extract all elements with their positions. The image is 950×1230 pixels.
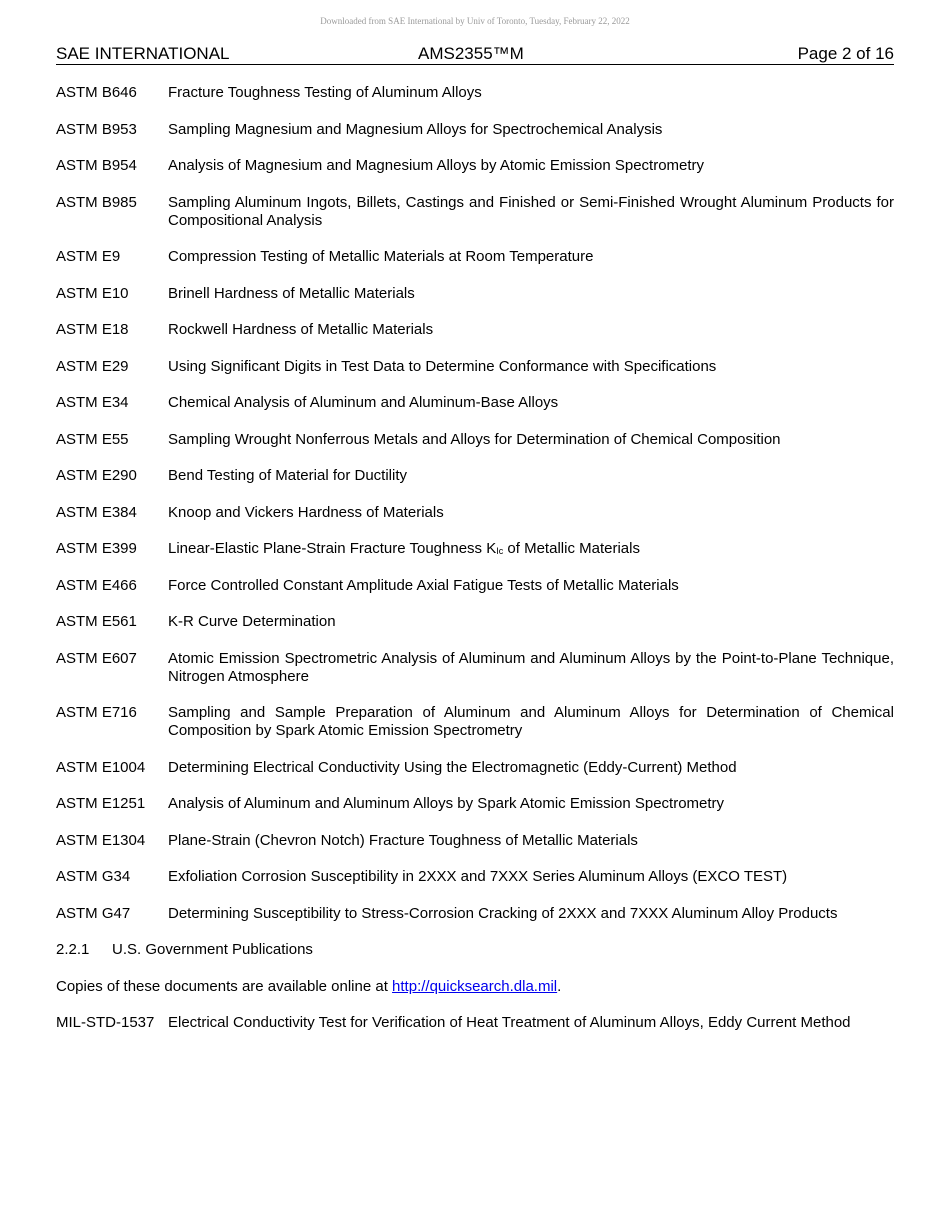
section-number: 2.2.1 <box>56 941 90 958</box>
reference-title-text: of Metallic Materials <box>503 540 640 557</box>
reference-title: Fracture Toughness Testing of Aluminum Alloys <box>168 84 482 101</box>
reference-title: Sampling and Sample Preparation of Aluminum and Aluminum Alloys for Determination of Chemical Composition by Spark Atomic Emission Spectrometry <box>168 704 894 739</box>
reference-title: Analysis of Aluminum and Aluminum Alloys by Spark Atomic Emission Spectrometry <box>168 795 725 812</box>
reference-item <box>56 467 894 485</box>
section-title: U.S. Government Publications <box>112 941 313 958</box>
reference-item <box>56 194 894 230</box>
reference-title: Bend Testing of Material for Ductility <box>168 467 407 484</box>
reference-code: ASTM B953 <box>56 120 137 138</box>
quicksearch-link[interactable]: http://quicksearch.dla.mil <box>392 977 558 995</box>
availability-note <box>56 978 894 996</box>
reference-title: Determining Electrical Conductivity Using the Electromagnetic (Eddy-Current) Method <box>168 758 737 776</box>
reference-code: ASTM E716 <box>56 704 137 721</box>
reference-title: Chemical Analysis of Aluminum and Aluminum-Base Alloys <box>168 394 559 411</box>
reference-title: Exfoliation Corrosion Susceptibility in 2XXX and 7XXX Series Aluminum Alloys (EXCO TEST) <box>168 868 788 885</box>
reference-item <box>56 431 894 449</box>
reference-code: ASTM E1251 <box>56 795 146 812</box>
reference-item <box>56 358 894 376</box>
reference-code: ASTM G34 <box>56 868 131 885</box>
availability-text: Copies of these documents are available online at <box>56 977 393 995</box>
reference-code: ASTM E1004 <box>56 758 146 776</box>
subscript-ic: Ic <box>496 546 504 556</box>
reference-item <box>56 759 894 777</box>
reference-item <box>56 285 894 303</box>
reference-item <box>56 650 894 686</box>
reference-item <box>56 248 894 266</box>
reference-title: Electrical Conductivity Test for Verification of Heat Treatment of Aluminum Alloys, Eddy Current Method <box>168 1014 851 1031</box>
header-document-number: AMS2355™M <box>418 44 524 63</box>
reference-title: Sampling Magnesium and Magnesium Alloys for Spectrochemical Analysis <box>168 120 663 138</box>
reference-code: ASTM E466 <box>56 576 137 594</box>
reference-code: ASTM E399 <box>56 540 137 557</box>
availability-suffix: . <box>557 977 562 995</box>
reference-item <box>56 121 894 139</box>
reference-title: Analysis of Magnesium and Magnesium Alloys by Atomic Emission Spectrometry <box>168 157 705 174</box>
reference-item <box>56 905 894 923</box>
reference-item <box>56 795 894 813</box>
reference-code: ASTM E290 <box>56 467 137 484</box>
reference-title: Knoop and Vickers Hardness of Materials <box>168 503 444 521</box>
header-organization: SAE INTERNATIONAL <box>56 44 230 63</box>
reference-code: ASTM E10 <box>56 284 129 302</box>
reference-item <box>56 832 894 850</box>
reference-list <box>56 84 894 1051</box>
reference-item <box>56 540 894 558</box>
reference-code: ASTM E9 <box>56 248 121 265</box>
reference-title: K-R Curve Determination <box>168 613 336 630</box>
reference-item <box>56 1014 894 1032</box>
reference-item <box>56 868 894 886</box>
reference-code: ASTM E18 <box>56 321 129 338</box>
reference-item <box>56 613 894 631</box>
reference-code: MIL-STD-1537 <box>56 1014 155 1031</box>
reference-code: ASTM E29 <box>56 357 129 375</box>
reference-item <box>56 577 894 595</box>
reference-title: Plane-Strain (Chevron Notch) Fracture Toughness of Metallic Materials <box>168 831 638 849</box>
reference-title: Rockwell Hardness of Metallic Materials <box>168 321 434 338</box>
reference-title: Brinell Hardness of Metallic Materials <box>168 284 415 302</box>
reference-code: ASTM G47 <box>56 904 131 922</box>
reference-title: Force Controlled Constant Amplitude Axial Fatigue Tests of Metallic Materials <box>168 576 679 594</box>
reference-code: ASTM B954 <box>56 157 137 174</box>
header-page-number: Page 2 of 16 <box>797 44 894 63</box>
reference-title: Using Significant Digits in Test Data to Determine Conformance with Specifications <box>168 357 717 375</box>
reference-title: Sampling Aluminum Ingots, Billets, Castings and Finished or Semi-Finished Wrought Aluminum Products for Compositional Analysis <box>168 193 894 229</box>
reference-code: ASTM B985 <box>56 193 137 211</box>
reference-title-text: Linear-Elastic Plane-Strain Fracture Toughness K <box>168 540 497 557</box>
reference-item <box>56 704 894 740</box>
reference-title: Determining Susceptibility to Stress-Corrosion Cracking of 2XXX and 7XXX Aluminum Alloy Products <box>168 904 838 922</box>
reference-code: ASTM E55 <box>56 430 129 448</box>
download-watermark: Downloaded from SAE International by Univ of Toronto, Tuesday, February 22, 2022 <box>320 16 630 26</box>
reference-code: ASTM E561 <box>56 613 137 630</box>
reference-title: Atomic Emission Spectrometric Analysis of Aluminum and Aluminum Alloys by the Point-to-Plane Technique, Nitrogen Atmosphere <box>168 649 894 685</box>
reference-item <box>56 321 894 339</box>
reference-item <box>56 504 894 522</box>
reference-title: Compression Testing of Metallic Materials at Room Temperature <box>168 248 594 265</box>
reference-code: ASTM E1304 <box>56 831 146 849</box>
reference-item <box>56 157 894 175</box>
reference-title <box>168 540 894 558</box>
reference-code: ASTM E34 <box>56 394 129 411</box>
reference-code: ASTM E384 <box>56 503 137 521</box>
section-heading <box>56 941 894 959</box>
reference-code: ASTM E607 <box>56 649 137 667</box>
page-header <box>56 44 894 65</box>
reference-item <box>56 84 894 102</box>
reference-item <box>56 394 894 412</box>
reference-code: ASTM B646 <box>56 84 137 101</box>
reference-title: Sampling Wrought Nonferrous Metals and Alloys for Determination of Chemical Composition <box>168 430 781 448</box>
